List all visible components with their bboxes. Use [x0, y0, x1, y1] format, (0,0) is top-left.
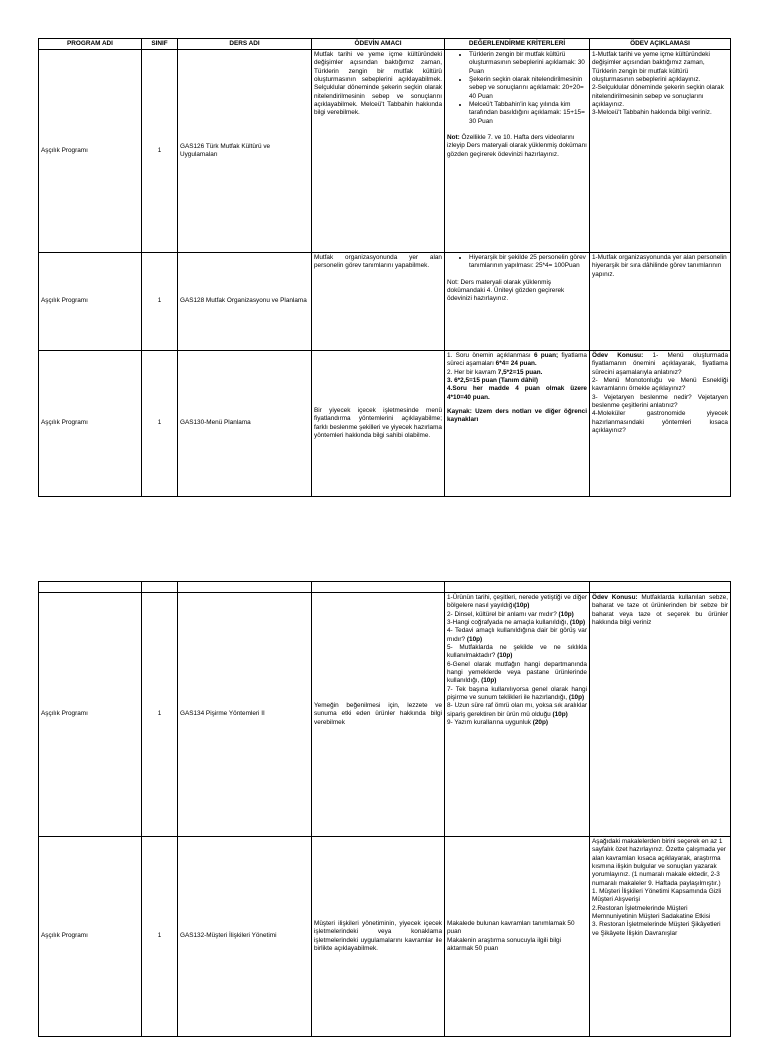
header-aciklama: ÖDEV AÇIKLAMASI	[590, 39, 731, 50]
kriter-note	[447, 134, 587, 159]
kriter-text: 5- Mutfaklarda ne şekilde ve ne sıklıkla kullanılmaktadır?	[447, 643, 587, 660]
kriter-line	[447, 627, 587, 644]
program-cell: Aşçılık Programı	[39, 593, 142, 837]
list-item: • Melceü't Tabbahin'in kaç yılında kim tarafından basıldığını açıklamak: 15+15= 30 Puan	[469, 101, 587, 126]
kriter-line	[447, 644, 587, 661]
amac-cell: Müşteri ilişkileri yönetiminin, yiyecek içecek işletmelerindeki veya konaklama işletmelerindeki uygulamalarını kavramlar ile birlikte açıklayabilmek.	[312, 837, 445, 1037]
kriter-line	[447, 661, 587, 686]
kriter-cell	[445, 351, 590, 497]
empty-cell	[590, 582, 731, 593]
kriter-points: (10p)	[569, 618, 586, 626]
kriter-line	[447, 686, 587, 703]
kriter-text: 2- Dinsel, kültürel bir anlamı var mıdır?	[447, 610, 559, 618]
ders-cell: GAS126 Türk Mutfak Kültürü ve Uygulamaları	[178, 50, 312, 253]
kriter-line	[447, 611, 587, 619]
odev-konusu-text: Mutfaklarda kullanılan sebze, baharat ve taze ot ürünlerinden bir sebze bir baharat veya taze ot seçerek bu ürünler hakkında bilgi veriniz	[592, 594, 729, 626]
empty-cell	[312, 582, 445, 593]
kriter-line: 4.Soru her madde 4 puan olmak üzere 4*10=40 puan.	[447, 385, 587, 401]
kriter-points: (10p)	[466, 635, 483, 643]
kriter-line	[447, 352, 587, 369]
kriter-note: Not: Ders materyali olarak yüklenmiş dokümandaki 4. Üniteyi gözden geçirerek ödevinizi hazırlayınız.	[447, 278, 565, 303]
list-item: • Hiyerarşik bir şekilde 25 personelin görev tanımlarının yapılması: 25*4= 100Puan	[469, 254, 587, 271]
header-ders: DERS ADI	[178, 39, 312, 50]
sinif-cell: 1	[142, 837, 178, 1037]
table-row	[39, 50, 731, 253]
kriter-points: (10p)	[481, 677, 497, 685]
kriter-line	[447, 619, 587, 627]
kriter-cell	[445, 253, 590, 351]
kriter-cell: Makalede bulunan kavramları tanımlamak 50 puan Makalenin araştırma sonucuyla ilgili bilgi aktarmak 50 puan	[445, 837, 590, 1037]
ders-cell: GAS128 Mutfak Organizasyonu ve Planlama	[178, 253, 312, 351]
kriter-text: 2. Her bir kavram	[447, 368, 498, 376]
program-cell: Aşçılık Programı	[39, 837, 142, 1037]
kriter-text: fiyatlama süreci aşamaları	[447, 352, 587, 368]
table-row	[39, 253, 731, 351]
kriter-text: 7- Tek başına kullanılıyorsa genel olarak hangi pişirme ve sunum teklikleri ile hazırlandığı,	[447, 685, 587, 701]
kriter-line	[447, 369, 587, 377]
note-label: Not:	[447, 133, 460, 141]
odev-konusu-text: 1- Menü oluşturmada fiyatlamanın önemini açıklayarak, fiyatlama sürecini aşamalarıyla anlatınız? 2- Menü Monotonluğu ve Menü Esnekliği kavramlarını örnekle açıklayınız? 3- Vejetaryen beslenme nedir? Vejetaryen beslenme çeşitlerini anlatınız? 4-Moleküler gastronomide yiyecek hazırlanmasındaki yöntemleri kısaca açıklayınız?	[592, 352, 728, 434]
empty-cell	[445, 582, 590, 593]
kriter-points: (10p)	[497, 652, 513, 660]
aciklama-cell	[590, 593, 731, 837]
program-cell: Aşçılık Programı	[39, 253, 142, 351]
list-item: • Şekerin seçkin olarak nitelendirilmesinin sebep ve sonuçlarını açıklamak: 20+20= 40 Puan	[469, 76, 587, 101]
kriter-line: 3. 6*2,5=15 puan (Tanım dâhil)	[447, 376, 538, 384]
header-program: PROGRAM ADI	[39, 39, 142, 50]
kriter-points: 6 puan;	[533, 352, 559, 359]
note-text: Özellikle 7. ve 10. Hafta ders videolarını izleyip Ders materyali olarak yüklenmiş dokümanı gözden geçirerek ödevinizi hazırlayınız.	[447, 133, 587, 158]
table-row	[39, 837, 731, 1037]
kriter-points: (10p)	[552, 710, 568, 718]
header-sinif: SINIF	[142, 39, 178, 50]
empty-cell	[142, 582, 178, 593]
kriter-text: 9- Yazım kurallarına uygunluk	[447, 718, 533, 726]
sinif-cell: 1	[142, 351, 178, 497]
kriter-points: (10p)	[568, 693, 585, 701]
header-kriter: DEĞERLENDİRME KRİTERLERİ	[445, 39, 590, 50]
kriter-list	[447, 51, 587, 126]
program-cell: Aşçılık Programı	[39, 50, 142, 253]
empty-header-row	[39, 582, 731, 593]
amac-cell: Yemeğin beğenilmesi için, lezzete ve sunuma etki eden ürünler hakkında bilgi verebilmek	[312, 593, 445, 837]
aciklama-cell: Aşağıdaki makalelerden birini seçerek en az 1 sayfalık özet hazırlayınız. Özette çalışmada yer alan kavramları kısaca açıklayarak, araştırma kısmına ilişkin bulgular ve sonuçları yazarak yorumlayınız. (1 numaralı makale ektedir, 2-3 numaralı makaleler 9. Haftada paylaşılmıştır.) 1. Müşteri İlişkileri Yönetimi Kapsamında Gizli Müşteri Alışverişi 2.Restoran İşletmelerinde Müşteri Memnuniyetinin Müşteri Sadakatine Etkisi 3. Restoran İşletmelerinde Müşteri Şikâyetleri ve Şikâyete İlişkin Davranışlar	[590, 837, 731, 1037]
list-item: • Türklerin zengin bir mutfak kültürü oluşturmasının sebeplerini açıklamak: 30 Puan	[469, 51, 587, 76]
kriter-line	[447, 702, 587, 719]
amac-cell: Mutfak tarihi ve yeme içme kültüründeki değişimler açısından baktığımız zaman, Türklerin zengin bir mutfak kültürü oluşturmasının sebeplerini açıklayabilmek. Selçuklular döneminde şekerin seçkin olarak nitelendirilmesinin sebep ve sonuçlarını açıklayabilmek. Melceü't Tabbahin hakkında bilgi verebilmek.	[312, 50, 445, 253]
header-amac: ÖDEVİN AMACI	[312, 39, 445, 50]
kriter-points: (20p)	[532, 718, 549, 726]
kriter-points: 6*4= 24 puan.	[495, 360, 537, 368]
amac-cell: Bir yiyecek içecek işletmesinde menü fiyatlandırma yöntemlerini açıklayabilme; farklı beslenme şekilleri ve yiyecek hazırlama yöntemleri hakkında bilgi sahibi olabilme.	[312, 351, 445, 497]
header-row	[39, 39, 731, 50]
odev-konusu-label: Ödev Konusu:	[592, 352, 644, 359]
table-row	[39, 593, 731, 837]
kriter-points: (10p)	[558, 610, 574, 618]
table-row	[39, 351, 731, 497]
kriter-cell	[445, 50, 590, 253]
aciklama-cell	[590, 351, 731, 497]
kriter-text: 4- Tedavi amaçlı kullanıldığına dair bir görüş var mıdır?	[447, 627, 587, 643]
aciklama-cell: 1-Mutfak organizasyonunda yer alan personelin hiyerarşik bir sıra dâhilinde görev tanımlarının yapınız.	[590, 253, 731, 351]
sinif-cell: 1	[142, 593, 178, 837]
kriter-line	[447, 719, 587, 727]
kriter-text: 1. Soru önemin açıklanması	[447, 352, 534, 359]
sinif-cell: 1	[142, 253, 178, 351]
ders-cell: GAS134 Pişirme Yöntemleri II	[178, 593, 312, 837]
kriter-list	[447, 254, 587, 271]
kriter-points: (10p)	[514, 602, 530, 610]
amac-cell: Mutfak organizasyonunda yer alan personelin görev tanımlarını yapabilmek.	[312, 253, 445, 351]
kriter-line	[447, 594, 587, 611]
kriter-text: 6-Genel olarak mutfağın hangi departmanında hangi yemeklerde veya pastane ürünlerinde kullanıldığı,	[447, 660, 587, 685]
empty-cell	[39, 582, 142, 593]
odev-konusu-label: Ödev Konusu:	[592, 594, 638, 601]
ders-cell: GAS130-Menü Planlama	[178, 351, 312, 497]
aciklama-cell: 1-Mutfak tarihi ve yeme içme kültüründeki değişimler açısından baktığımız zaman, Türklerin zengin bir mutfak kültürü oluşturmasının sebeplerini açıklayınız. 2-Selçuklular döneminde şekerin seçkin olarak nitelendirilmesinin sebep ve sonuçlarını açıklayınız. 3-Melceü't Tabbahin hakkında bilgi veriniz.	[590, 50, 731, 253]
kriter-text: 8- Uzun süre raf ömrü olan mı, yoksa sık aralıklar sipariş gerektiren bir ürün mü olduğu	[447, 702, 587, 718]
kaynak-line: Kaynak: Uzem ders notları ve diğer öğrenci kaynakları	[447, 407, 587, 424]
kriter-cell	[445, 593, 590, 837]
kriter-text: 1-Ürünün tarihi, çeşitleri, nerede yetiştiği ve diğer bölgelere nasıl yayıldığı	[447, 594, 587, 610]
program-cell: Aşçılık Programı	[39, 351, 142, 497]
assignment-table-1	[38, 38, 731, 497]
kriter-text: 3-Hangi coğrafyada ne amaçla kullanıldığı,	[447, 618, 570, 626]
ders-cell: GAS132-Müşteri İlişkileri Yönetimi	[178, 837, 312, 1037]
empty-cell	[178, 582, 312, 593]
kriter-points: 7,5*2=15 puan.	[497, 368, 543, 376]
assignment-table-2	[38, 581, 731, 1037]
sinif-cell: 1	[142, 50, 178, 253]
